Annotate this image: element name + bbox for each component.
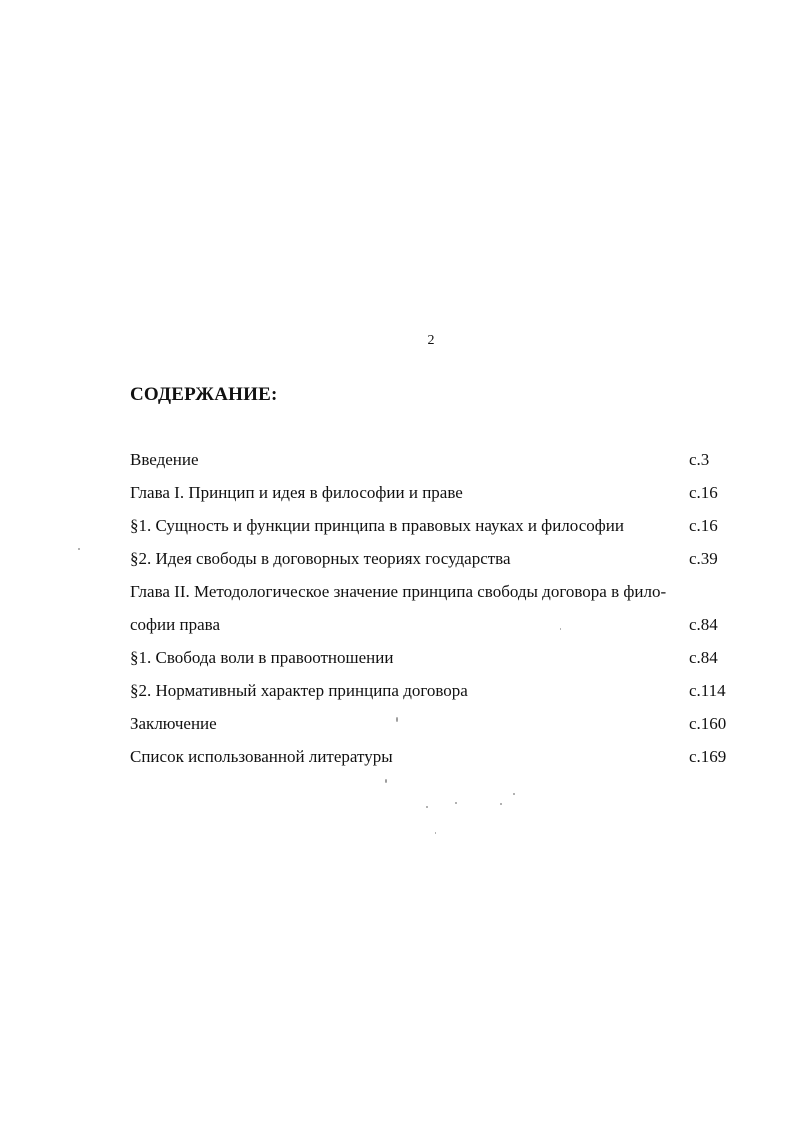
toc-entry-title: Заключение [130, 714, 217, 733]
toc-entry-title: Введение [130, 450, 199, 469]
toc-entry-title-line2: софии права [130, 615, 220, 634]
scan-speck [385, 779, 387, 783]
scan-speck [455, 802, 457, 804]
page-number: 2 [427, 333, 435, 348]
toc-entry-chapter-2-section-2 [130, 678, 733, 711]
toc-entry-title: §1. Сущность и функции принципа в правовых науках и философии [130, 516, 624, 535]
toc-entry-bibliography [130, 744, 733, 777]
toc-entry-title: §2. Нормативный характер принципа договора [130, 681, 468, 700]
toc-entry-page: с.39 [689, 549, 718, 568]
toc-entry-conclusion [130, 711, 733, 744]
toc-entry-title: Список использованной литературы [130, 747, 393, 766]
toc-entry-page: с.169 [689, 747, 727, 766]
toc-entry-title-line1: Глава II. Методологическое значение принципа свободы договора в фило- [130, 582, 667, 601]
scan-speck [396, 717, 398, 722]
toc-entry-chapter-2 [130, 579, 733, 645]
toc-entry-page: с.16 [689, 516, 718, 535]
toc-entry-chapter-1 [130, 480, 733, 513]
scan-speck [78, 548, 80, 550]
toc-entry-title: §2. Идея свободы в договорных теориях государства [130, 549, 511, 568]
table-of-contents [130, 447, 733, 777]
scan-speck [435, 832, 436, 834]
toc-entry-chapter-1-section-2 [130, 546, 733, 579]
toc-entry-chapter-1-section-1 [130, 513, 733, 546]
toc-entry-page: с.16 [689, 483, 718, 502]
toc-entry-page: с.114 [689, 681, 726, 700]
toc-entry-title: §1. Свобода воли в правоотношении [130, 648, 394, 667]
toc-entry-page: с.160 [689, 714, 727, 733]
toc-entry-page: с.84 [689, 615, 718, 634]
toc-entry-page: с.3 [689, 450, 710, 469]
toc-entry-chapter-2-section-1 [130, 645, 733, 678]
scan-speck [500, 803, 502, 805]
toc-heading: СОДЕРЖАНИЕ: [130, 384, 278, 405]
toc-entry-page: с.84 [689, 648, 718, 667]
scan-speck [513, 793, 515, 795]
toc-entry-title: Глава I. Принцип и идея в философии и праве [130, 483, 463, 502]
toc-entry-introduction [130, 447, 733, 480]
scan-speck [426, 806, 428, 808]
scan-speck [560, 628, 561, 630]
